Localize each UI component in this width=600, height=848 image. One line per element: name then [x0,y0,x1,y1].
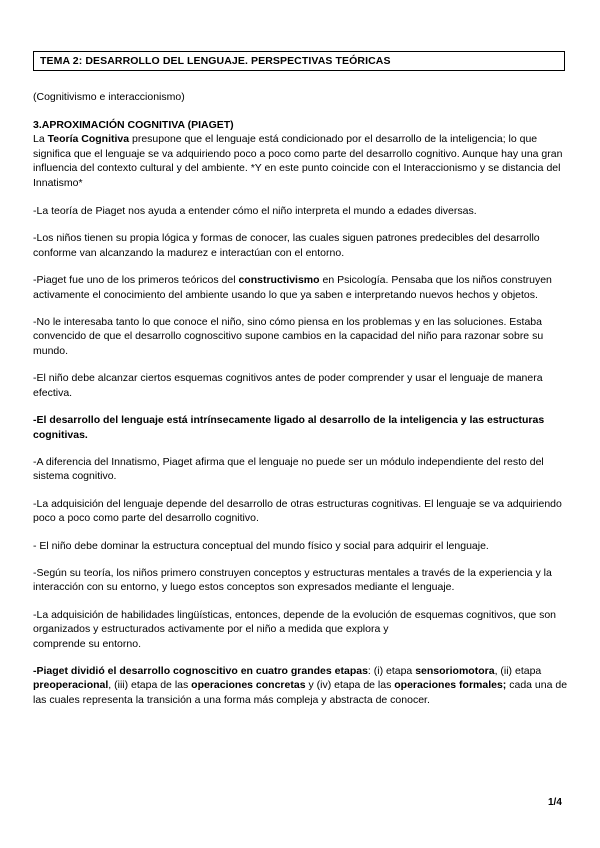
p12-b3: preoperacional [33,679,109,692]
intro-post: presupone que el lenguaje está condicionado por el desarrollo de la inteligencia; lo que significa que el lenguaje se va adquiriendo poco a poco como parte del desarrollo cognitivo. Aunque hay una gran influencia del contexto cultural y del ambiente. *Y en este punto coincide con el Interaccionismo y se distancia del Innatismo* [33,133,563,189]
p12-t2: , (ii) etapa [494,664,542,677]
intro-bold: Teoría Cognitiva [47,133,130,146]
paragraph-10: -Según su teoría, los niños primero construyen conceptos y estructuras mentales a través de la experiencia y la interacción con su entorno, y luego estos conceptos son expresados mediante el lenguaje. [33,566,552,594]
paragraph-9: - El niño debe dominar la estructura conceptual del mundo físico y social para adquirir el lenguaje. [33,539,489,552]
p3-post: en Psicología. Pensaba que los niños construyen activamente el conocimiento del ambiente usando lo que ya saben e interpretando nuevos hechos y objetos. [33,274,552,301]
paragraph-1: -La teoría de Piaget nos ayuda a entender cómo el niño interpreta el mundo a edades diversas. [33,205,477,218]
paragraph-2: -Los niños tienen su propia lógica y formas de conocer, las cuales siguen patrones predecibles del desarrollo conforme van alcanzando la madurez e interactúan con el entorno. [33,232,540,259]
p12-b2: sensoriomotora [415,664,495,677]
subtitle: (Cognitivismo e interaccionismo) [33,91,185,103]
section-heading: 3.APROXIMACIÓN COGNITIVA (PIAGET) [33,119,234,131]
p12-t1: : (i) etapa [367,664,416,677]
paragraph-11 [33,608,569,651]
page-title: TEMA 2: DESARROLLO DEL LENGUAJE. PERSPECTIVAS TEÓRICAS [40,55,391,67]
p12-b1: -Piaget dividió el desarrollo cognoscitivo en cuatro grandes etapas [33,664,368,677]
p12-b4: operaciones concretas [191,679,306,692]
p12-t4: y (iv) etapa de las [305,679,395,692]
paragraph-7: -A diferencia del Innatismo, Piaget afirma que el lenguaje no puede ser un módulo independiente del resto del sistema cognitivo. [33,455,544,483]
p3-pre: -Piaget fue uno de los primeros teóricos del [33,274,239,287]
paragraph-8: -La adquisición del lenguaje depende del desarrollo de otras estructuras cognitivas. El lenguaje se va adquiriendo poco a poco como parte del desarrollo cognitivo. [33,497,562,525]
p12-t3: , (iii) etapa de las [108,679,192,692]
paragraph-4: -No le interesaba tanto lo que conoce el niño, sino cómo piensa en los problemas y en las soluciones. Estaba convencido de que el desarrollo cognoscitivo supone cambios en la capacidad del niño para razonar sobre su mundo. [33,316,544,357]
paragraph-6: -El desarrollo del lenguaje está intrínsecamente ligado al desarrollo de la inteligencia y las estructuras cognitivas. [33,414,545,441]
p12-t5: cada una de las cuales representa la transición a una forma más compleja y abstracta de conocer. [33,679,568,706]
document-body [33,118,569,720]
intro-pre: La [33,133,48,146]
p3-bold: constructivismo [238,274,320,287]
title-box [33,51,565,71]
paragraph-5: -El niño debe alcanzar ciertos esquemas cognitivos antes de poder comprender y usar el lenguaje de manera efectiva. [33,372,543,399]
page-number: 1/4 [548,797,562,808]
p12-b5: operaciones formales; [394,679,507,692]
p11-line1: -La adquisición de habilidades lingüísticas, entonces, depende de la evolución de esquemas cognitivos, que son organizados y estructurados activamente por el niño a medida que explora y [33,608,557,636]
intro-paragraph [33,132,569,190]
p11-line2: comprende su entorno. [33,637,141,650]
paragraph-12 [33,664,569,707]
paragraph-3 [33,273,569,302]
